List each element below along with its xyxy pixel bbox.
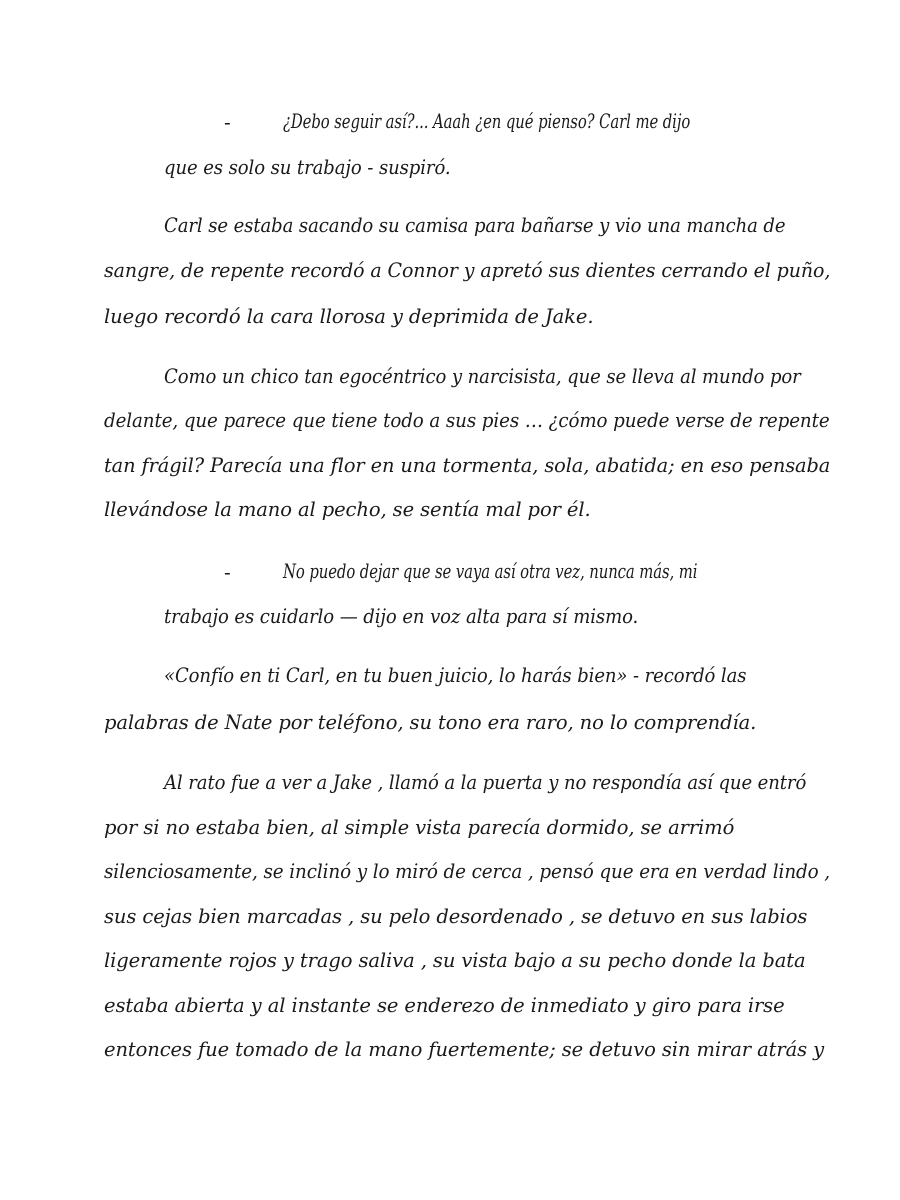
- text-line: Carl se estaba sacando su camisa para bañarse y vio una mancha de: [164, 214, 786, 237]
- text-line: estaba abierta y al instante se enderezo de inmediato y giro para irse: [104, 994, 785, 1017]
- text-line: silenciosamente, se inclinó y lo miró de cerca , pensó que era en verdad lindo ,: [104, 860, 831, 883]
- text-line: palabras de Nate por teléfono, su tono era raro, no lo comprendía.: [104, 711, 757, 734]
- dialog-dash: -: [224, 110, 231, 134]
- text-line: sangre, de repente recordó a Connor y apretó sus dientes cerrando el puño,: [104, 259, 831, 282]
- text-line: que es solo su trabajo - suspiró.: [164, 156, 451, 179]
- text-line: tan frágil? Parecía una flor en una tormenta, sola, abatida; en eso pensaba: [104, 454, 831, 477]
- text-line: entonces fue tomado de la mano fuertemente; se detuvo sin mirar atrás y: [104, 1038, 825, 1061]
- text-line: «Confío en ti Carl, en tu buen juicio, lo harás bien» - recordó las: [164, 664, 747, 687]
- text-line: delante, que parece que tiene todo a sus pies … ¿cómo puede verse de repente: [104, 409, 830, 432]
- text-line: Al rato fue a ver a Jake , llamó a la puerta y no respondía así que entró: [164, 771, 807, 794]
- text-line: Como un chico tan egocéntrico y narcisista, que se lleva al mundo por: [164, 365, 801, 388]
- text-line: ¿Debo seguir así?... Aaah ¿en qué pienso? Carl me dijo: [283, 110, 691, 133]
- dialog-dash: -: [224, 560, 231, 584]
- text-line: trabajo es cuidarlo — dijo en voz alta para sí mismo.: [164, 605, 639, 628]
- text-line: llevándose la mano al pecho, se sentía mal por él.: [104, 498, 591, 521]
- text-line: luego recordó la cara llorosa y deprimida de Jake.: [104, 305, 594, 328]
- text-line: No puedo dejar que se vaya así otra vez, nunca más, mi: [283, 560, 698, 583]
- text-line: por si no estaba bien, al simple vista parecía dormido, se arrimó: [104, 816, 735, 839]
- text-line: ligeramente rojos y trago saliva , su vista bajo a su pecho donde la bata: [104, 949, 806, 972]
- text-line: sus cejas bien marcadas , su pelo desordenado , se detuvo en sus labios: [104, 905, 808, 928]
